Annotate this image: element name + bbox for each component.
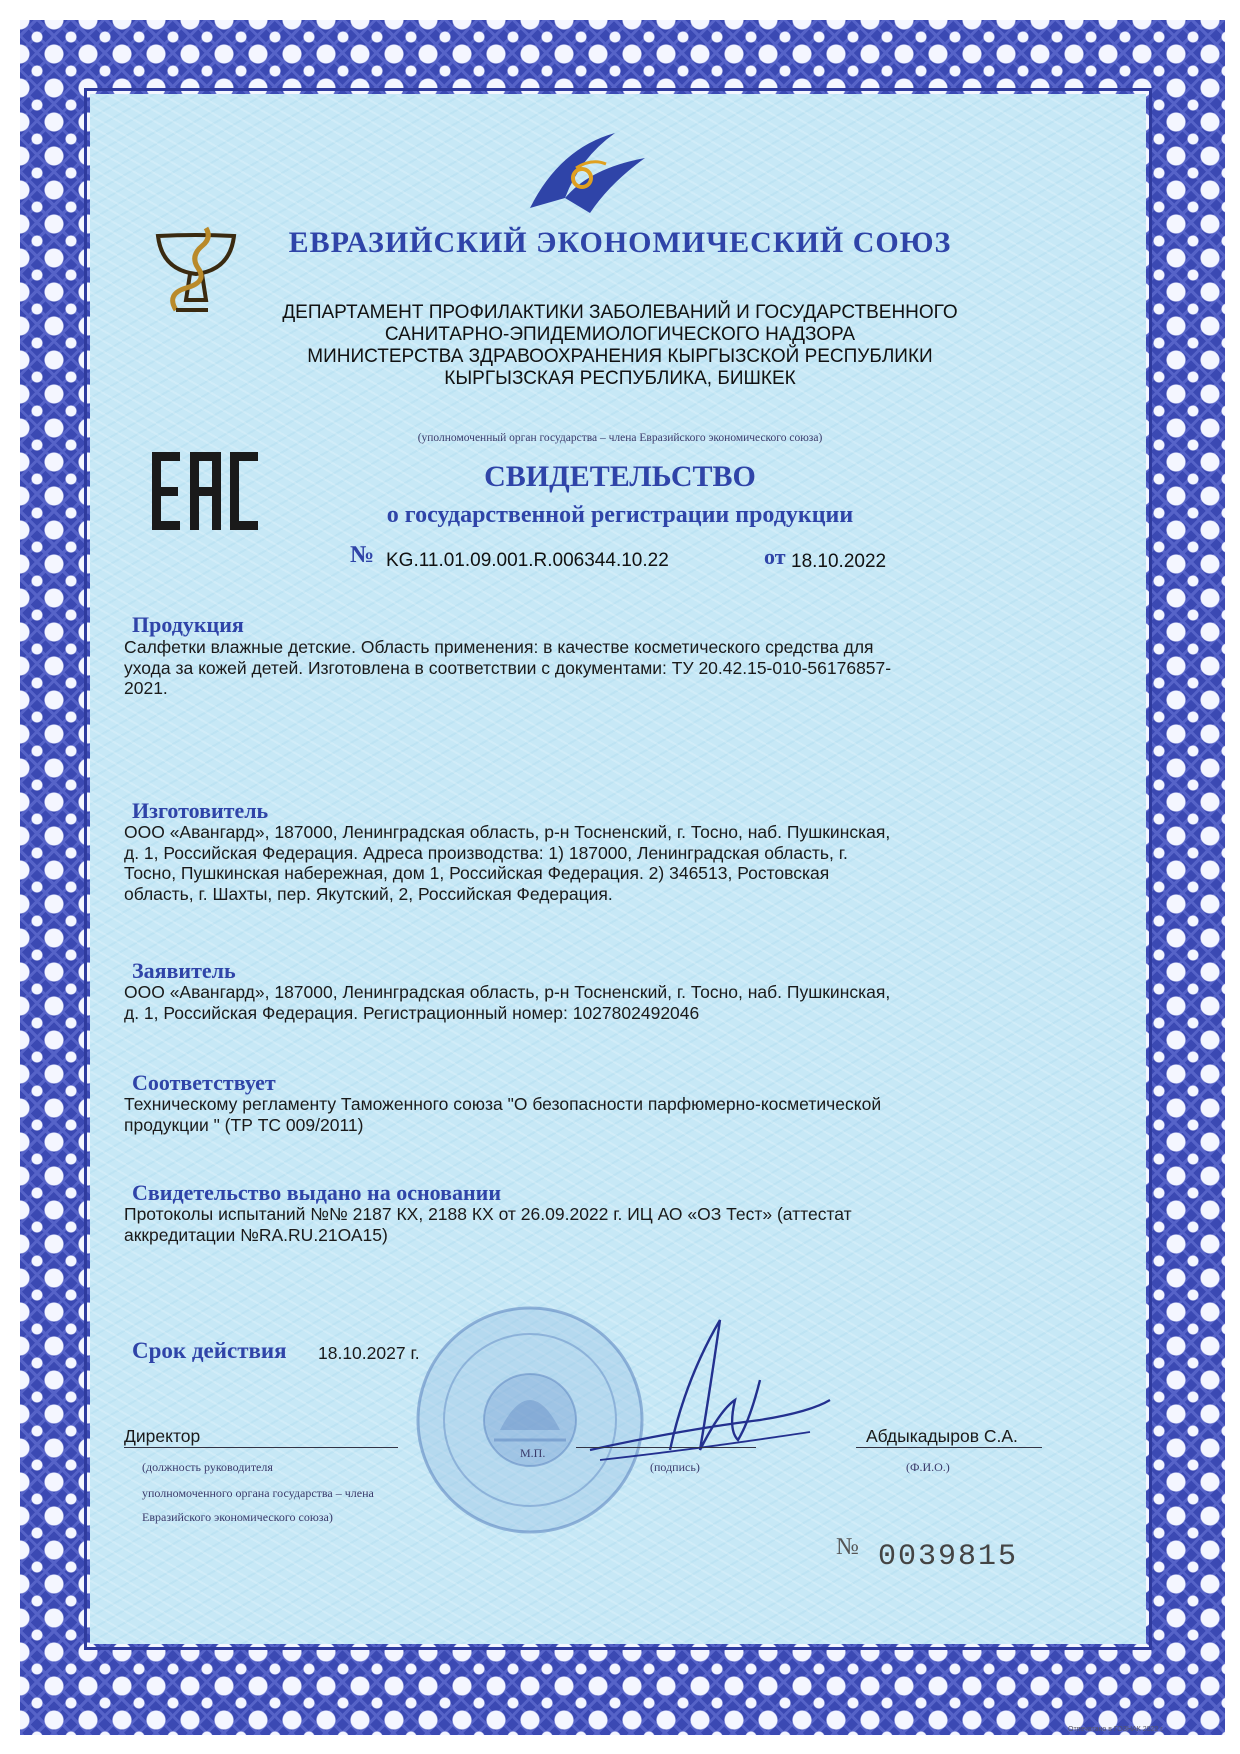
product-line: ухода за кожей детей. Изготовлена в соответствии с документами: ТУ 20.42.15-010-56176857- [124, 657, 892, 678]
signature-note: (подпись) [650, 1460, 700, 1474]
serial-number-sign: № [836, 1534, 859, 1560]
conforms-text [124, 1094, 1054, 1135]
conforms-line: продукции " (ТР ТС 009/2011) [124, 1114, 364, 1135]
basis-heading: Свидетельство выдано на основании [132, 1180, 502, 1205]
certificate-date: 18.10.2022 [791, 551, 887, 572]
number-sign: № [350, 542, 375, 568]
position-underline [124, 1447, 398, 1448]
validity-label: Срок действия [132, 1338, 287, 1363]
manufacturer-line: Тосно, Пушкинская набережная, дом 1, Российская Федерация. 2) 346513, Ростовская [124, 863, 830, 883]
basis-text [124, 1204, 1054, 1245]
signature-underline [576, 1447, 756, 1448]
position-note-line-1: (должность руководителя [142, 1460, 273, 1474]
date-from-label: от [764, 544, 786, 569]
eaeu-logo-icon [520, 128, 650, 218]
validity-date: 18.10.2027 г. [318, 1343, 420, 1363]
conforms-line: Техническому регламенту Таможенного союза "О безопасности парфюмерно-косметической [124, 1094, 882, 1114]
certificate-number: KG.11.01.09.001.R.006344.10.22 [386, 550, 669, 571]
signatory-name: Абдыкадыров С.А. [866, 1426, 1018, 1446]
applicant-line: д. 1, Российская Федерация. Регистрационный номер: 1027802492046 [124, 1002, 700, 1023]
department-line-2: САНИТАРНО-ЭПИДЕМИОЛОГИЧЕСКОГО НАДЗОРА [384, 324, 856, 345]
manufacturer-heading: Изготовитель [132, 798, 269, 823]
department-line-3: МИНИСТЕРСТВА ЗДРАВООХРАНЕНИЯ КЫРГЫЗСКОЙ РЕСПУБЛИКИ [307, 346, 933, 367]
name-note: (Ф.И.О.) [906, 1460, 950, 1474]
union-title: ЕВРАЗИЙСКИЙ ЭКОНОМИЧЕСКИЙ СОЮЗ [288, 226, 952, 259]
serial-number: 0039815 [878, 1540, 1019, 1574]
handwritten-signature-icon [560, 1300, 840, 1490]
applicant-heading: Заявитель [132, 958, 236, 983]
product-line: 2021. [124, 678, 168, 698]
name-underline [856, 1447, 1042, 1448]
product-heading: Продукция [132, 612, 244, 637]
manufacturer-line: д. 1, Российская Федерация. Адреса производства: 1) 187000, Ленинградская область, г. [124, 842, 848, 863]
certificate-title: СВИДЕТЕЛЬСТВО [484, 460, 756, 493]
position-note-line-3: Евразийского экономического союза) [142, 1510, 333, 1524]
position-note-line-2: уполномоченного органа государства – члена [142, 1486, 374, 1500]
conforms-heading: Соответствует [132, 1070, 276, 1095]
certificate-subtitle: о государственной регистрации продукции [386, 502, 854, 528]
product-line: Салфетки влажные детские. Область применения: в качестве косметического средства для [124, 637, 874, 657]
authority-note: (уполномоченный орган государства – члена Евразийского экономического союза) [417, 432, 823, 444]
manufacturer-text [124, 822, 1054, 904]
director-position: Директор [124, 1426, 201, 1446]
basis-line: Протоколы испытаний №№ 2187 КХ, 2188 КХ от 26.09.2022 г. ИЦ АО «ОЗ Тест» (аттестат [124, 1204, 852, 1224]
applicant-text [124, 982, 1054, 1023]
product-text [124, 637, 1054, 699]
stamp-place-label: М.П. [520, 1446, 546, 1460]
printer-note: Отпечатано в ГОЗНАК 2022 г. [1068, 1726, 1164, 1733]
applicant-line: ООО «Авангард», 187000, Ленинградская область, р-н Тосненский, г. Тосно, наб. Пушкинская, [124, 982, 891, 1002]
manufacturer-line: область, г. Шахты, пер. Якутский, 2, Российская Федерация. [124, 883, 613, 904]
basis-line: аккредитации №RA.RU.21ОА15) [124, 1224, 388, 1245]
department-line-1: ДЕПАРТАМЕНТ ПРОФИЛАКТИКИ ЗАБОЛЕВАНИЙ И ГОСУДАРСТВЕННОГО [282, 302, 958, 323]
manufacturer-line: ООО «Авангард», 187000, Ленинградская область, р-н Тосненский, г. Тосно, наб. Пушкинская, [124, 822, 891, 842]
department-line-4: КЫРГЫЗСКАЯ РЕСПУБЛИКА, БИШКЕК [444, 368, 796, 389]
